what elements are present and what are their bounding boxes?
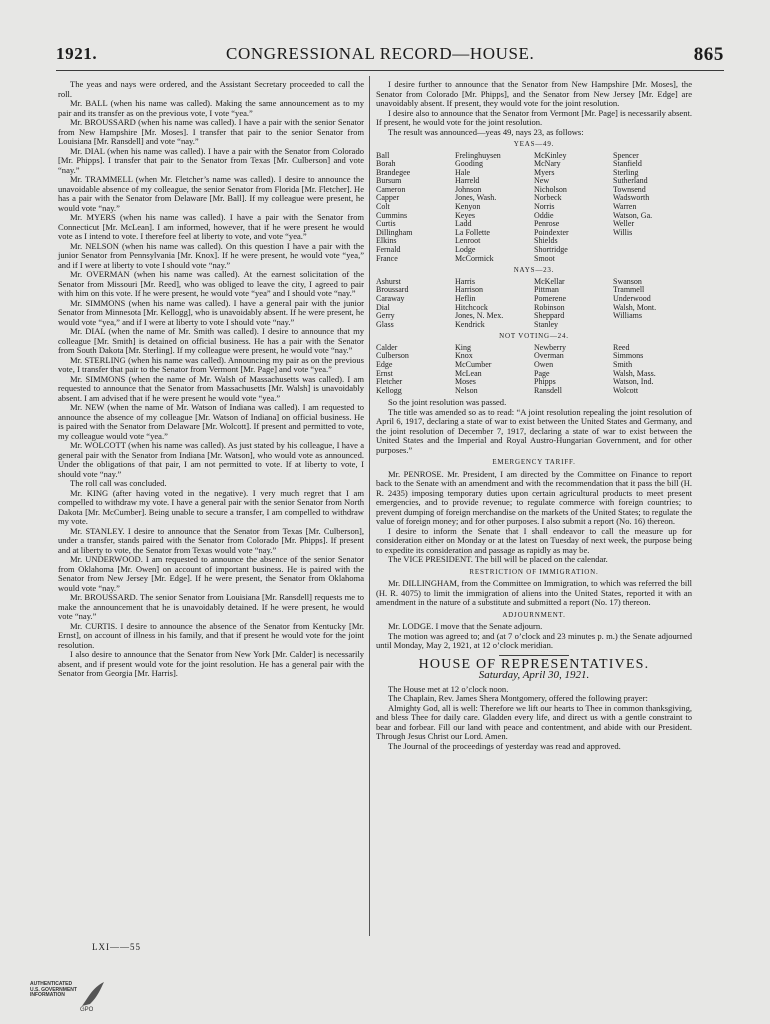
senator-name: Phipps bbox=[534, 377, 556, 387]
senator-name: Curtis bbox=[376, 219, 396, 229]
senator-name: McKinley bbox=[534, 150, 567, 160]
senator-name: Watson, Ind. bbox=[613, 377, 654, 387]
senator-name: Borah bbox=[376, 159, 396, 169]
senator-name: Moses bbox=[455, 377, 476, 387]
paragraph: Mr. DIAL (when his name was called). I have a pair with the Senator from Colorado [Mr. Phipps]. I transfer that pair to the Senator from Texas [Mr. Culberson] and vote “nay.” bbox=[58, 145, 364, 175]
senator-name: Dial bbox=[376, 302, 390, 312]
not_voting-column bbox=[376, 344, 455, 396]
gpo-seal bbox=[30, 978, 110, 1014]
senator-name: Norris bbox=[534, 202, 555, 212]
not_voting-table bbox=[376, 344, 692, 396]
paragraph: The title was amended so as to read: “A joint resolution repealing the joint resolution of April 6, 1917, declaring a state of war to exist between the United States and Germany, and the joint resolution of December 7, 1917, declaring a state of war to exist between the United States and the Imperial and Royal Austro-Hungarian Government, and for other purposes.” bbox=[376, 406, 692, 455]
gpo-eagle-icon bbox=[78, 978, 108, 1012]
senator-name: Simmons bbox=[613, 351, 644, 361]
senator-name: Cameron bbox=[376, 184, 406, 194]
senator-name: Gerry bbox=[376, 311, 395, 321]
paragraph: Mr. LODGE. I move that the Senate adjourn. bbox=[388, 621, 543, 632]
yeas-column bbox=[613, 152, 692, 264]
nays-heading: NAYS—23. bbox=[513, 266, 555, 275]
paragraph: Mr. WOLCOTT (when his name was called). As just stated by his colleague, I have a general pair with the Senator from Indiana [Mr. Watson], who would vote as announced. Under the obligations of that pair, I am not permitted to vote. If at liberty to vote, I should vote “nay.” bbox=[58, 440, 364, 479]
senator-name: Bursum bbox=[376, 176, 402, 186]
senator-name: Ransdell bbox=[534, 385, 562, 395]
paragraph: Almighty God, all is well: Therefore we lift our hearts to Thee in common thanksgiving, and bless Thee for daily care. Gladden every life, and direct us with a gentle constraint to bear and forbear. Fill our land with peace and contentment, and abide with our President. Through Jesus Christ our Lord. Amen. bbox=[376, 702, 692, 742]
adjournment-heading: ADJOURNMENT. bbox=[502, 610, 566, 619]
paragraph: So the joint resolution was passed. bbox=[388, 397, 507, 408]
senator-name: Nicholson bbox=[534, 184, 567, 194]
senator-name: Ashurst bbox=[376, 276, 401, 286]
senator-name: Ernst bbox=[376, 368, 393, 378]
senator-name: Fernald bbox=[376, 245, 401, 255]
paragraph: Mr. BROUSSARD (when his name was called). I have a pair with the senior Senator from New Hampshire [Mr. Moses]. I transfer that pair to the senior Senator from Louisiana [Mr. Ransdell] and vote “nay.” bbox=[58, 117, 364, 146]
senator-name: Trammell bbox=[613, 285, 645, 295]
left-column bbox=[58, 80, 364, 679]
not_voting-column bbox=[455, 344, 534, 396]
senator-name: Ball bbox=[376, 150, 390, 160]
column-divider bbox=[369, 76, 370, 936]
house-title: HOUSE OF REPRESENTATIVES. bbox=[418, 656, 650, 672]
senator-name: Reed bbox=[613, 342, 630, 352]
senator-name: Sutherland bbox=[613, 176, 648, 186]
paragraph: Mr. UNDERWOOD. I am requested to announce the absence of the senior Senator from Oklahoma [Mr. Owen] on account of important business. He is paired with the Senator from New Jersey [Mr. Edge]. If he were present, the Senator from Oklahoma would vote “nay.” bbox=[58, 554, 364, 593]
header-year: 1921. bbox=[56, 44, 98, 63]
senator-name: Brandegee bbox=[376, 167, 411, 177]
house-date: Saturday, April 30, 1921. bbox=[478, 669, 590, 682]
senator-name: Townsend bbox=[613, 184, 646, 194]
senator-name: Colt bbox=[376, 202, 390, 212]
paragraph: Mr. MYERS (when his name was called). I have a pair with the Senator from Connecticut [Mr. McLean]. I am informed, however, that if he were present he would vote as I intend to vote. I therefore feel at liberty to vote, and vote “yea.” bbox=[58, 212, 364, 241]
senator-name: Smith bbox=[613, 359, 633, 369]
senator-name: Knox bbox=[455, 351, 473, 361]
senator-name: McCumber bbox=[455, 359, 492, 369]
senator-name: Walsh, Mont. bbox=[613, 302, 657, 312]
paragraph: Mr. DIAL (when the name of Mr. Smith was called). I desire to announce that my colleague [Mr. Smith] is detained on official business. He has a pair with the Senator from South Dakota [Mr. Sterling]. If my colleague were present, he would vote “nay.” bbox=[58, 326, 364, 355]
emergency-heading: EMERGENCY TARIFF. bbox=[492, 458, 576, 467]
senator-name: Hitchcock bbox=[455, 302, 488, 312]
paragraph: The VICE PRESIDENT. The bill will be placed on the calendar. bbox=[388, 554, 608, 565]
paragraph: Mr. BALL (when his name was called). Making the same announcement as to my pair and its transfer as on the previous vote, I vote “yea.” bbox=[58, 98, 364, 118]
senator-name: Ladd bbox=[455, 219, 472, 229]
senator-name: Wolcott bbox=[613, 385, 639, 395]
paragraph: The Journal of the proceedings of yesterday was read and approved. bbox=[388, 740, 621, 751]
senator-name: Poindexter bbox=[534, 227, 569, 237]
senator-name: Pomerene bbox=[534, 293, 566, 303]
paragraph: The result was announced—yeas 49, nays 23, as follows: bbox=[388, 126, 584, 137]
senator-name: McCormick bbox=[455, 253, 494, 263]
senator-name: Watson, Ga. bbox=[613, 210, 653, 220]
paragraph: The roll call was concluded. bbox=[70, 478, 167, 488]
senator-name: Robinson bbox=[534, 302, 565, 312]
paragraph: I desire further to announce that the Senator from New Hampshire [Mr. Moses], the Senator from Colorado [Mr. Phipps], and the Senator from New Jersey [Mr. Edge] are unavoidably absent. If present, they would vote for the joint resolution. bbox=[376, 79, 692, 108]
senator-name: Myers bbox=[534, 167, 555, 177]
senator-name: New bbox=[534, 176, 550, 186]
senator-name: Capper bbox=[376, 193, 400, 203]
senator-name: Sheppard bbox=[534, 311, 565, 321]
senator-name: Broussard bbox=[376, 285, 409, 295]
senator-name: Caraway bbox=[376, 293, 405, 303]
senator-name: Kendrick bbox=[455, 319, 485, 329]
immigration-heading: RESTRICTION OF IMMIGRATION. bbox=[469, 567, 599, 576]
paragraph: Mr. PENROSE. Mr. President, I am directed by the Committee on Finance to report back to the Senate with an amendment and with the recommendation that it pass the bill (H. R. 2435) imposing temporary duties upon certain agricultural products to meet present emergencies, and to provide revenue; to regulate commerce with foreign countries; to prevent dumping of foreign merchandise on the markets of the United States; to regulate the value of foreign money; and for other purposes. I also submit a report (No. 16) thereon. bbox=[376, 468, 692, 527]
senator-name: Kellogg bbox=[376, 385, 402, 395]
paragraph: I desire also to announce that the Senator from Vermont [Mr. Page] is necessarily absent. If present, he would vote for the joint resolution. bbox=[376, 107, 692, 127]
paragraph: The House met at 12 o’clock noon. bbox=[388, 683, 509, 694]
paragraph: Mr. OVERMAN (when his name was called). At the earnest solicitation of the Senator from Missouri [Mr. Reed], who was obliged to leave the city, I agreed to pair with him on this vote. If he were present, he would vote “yea” and I should vote “nay.” bbox=[58, 269, 364, 298]
senator-name: McKellar bbox=[534, 276, 565, 286]
senator-name: Harris bbox=[455, 276, 475, 286]
senator-name: Heflin bbox=[455, 293, 476, 303]
senator-name: Stanley bbox=[534, 319, 558, 329]
yeas-column bbox=[455, 152, 534, 264]
senator-name: Overman bbox=[534, 351, 564, 361]
senator-name: La Follette bbox=[455, 227, 490, 237]
gpo-authentication-text: AUTHENTICATED U.S. GOVERNMENT INFORMATION bbox=[30, 981, 77, 999]
senator-name: Jones, N. Mex. bbox=[455, 311, 504, 321]
paragraph: Mr. STERLING (when his name was called). Announcing my pair as on the previous vote, I transfer that pair to the Senator from Vermont [Mr. Page] and vote “yea.” bbox=[58, 354, 364, 374]
paragraph: The motion was agreed to; and (at 7 o’clock and 23 minutes p. m.) the Senate adjourned until Monday, May 2, 1921, at 12 o’clock meridian. bbox=[376, 630, 692, 651]
nays-table bbox=[376, 278, 692, 330]
not_voting-heading: NOT VOTING—24. bbox=[499, 332, 569, 341]
paragraph: Mr. DILLINGHAM, from the Committee on Immigration, to which was referred the bill (H. R. 4075) to limit the immigration of aliens into the United States, reported it with an amendment in the nature of a substitute and submitted a report (No. 17) thereon. bbox=[376, 578, 692, 608]
senator-name: Frelinghuysen bbox=[455, 150, 501, 160]
yeas-heading: YEAS—49. bbox=[513, 140, 555, 148]
senator-name: Culberson bbox=[376, 351, 409, 361]
senator-name: McNary bbox=[534, 159, 561, 169]
senator-name: Shortridge bbox=[534, 245, 568, 255]
senator-name: Williams bbox=[613, 311, 643, 321]
senator-name: Norbeck bbox=[534, 193, 562, 203]
senator-name: Keyes bbox=[455, 210, 475, 220]
header-title: CONGRESSIONAL RECORD—HOUSE. bbox=[226, 44, 535, 63]
senator-name: Weller bbox=[613, 219, 635, 229]
senator-name: Pittman bbox=[534, 285, 559, 295]
senator-name: Underwood bbox=[613, 293, 651, 303]
paragraph: Mr. NEW (when the name of Mr. Watson of Indiana was called). I am requested to announce the absence of my colleague [Mr. Watson of Indiana] on official business. He is paired with the Senator from Delaware [Mr. Wolcott]. If present and permitted to vote, my colleague would vote “yea.” bbox=[58, 402, 364, 441]
senator-name: Shields bbox=[534, 236, 558, 246]
not_voting-column bbox=[534, 344, 613, 396]
senator-name: Jones, Wash. bbox=[455, 193, 497, 203]
senator-name: Newberry bbox=[534, 342, 566, 352]
senator-name: Harrison bbox=[455, 285, 483, 295]
senator-name: Edge bbox=[376, 359, 393, 369]
paragraph: Mr. SIMMONS (when his name was called). I have a general pair with the junior Senator from Minnesota [Mr. Kellogg], who is unavoidably absent. If he were present, he would vote “yea,” and if I were at liberty to vote I should vote “nay.” bbox=[58, 297, 364, 327]
senator-name: Cummins bbox=[376, 210, 408, 220]
senator-name: McLean bbox=[455, 368, 482, 378]
senator-name: Kenyon bbox=[455, 202, 481, 212]
senator-name: France bbox=[376, 253, 398, 263]
paragraph: Mr. TRAMMELL (when Mr. Fletcher’s name was called). I desire to announce the unavoidable absence of my colleague, the senior Senator from Florida [Mr. Fletcher]. He has a pair with the Senator from Delaware [Mr. Ball]. If my colleague were present, he would vote “nay.” bbox=[58, 174, 364, 213]
senator-name: Penrose bbox=[534, 219, 560, 229]
senator-name: Hale bbox=[455, 167, 471, 177]
senator-name: Swanson bbox=[613, 276, 642, 286]
paragraph: Mr. STANLEY. I desire to announce that the Senator from Texas [Mr. Culberson], under a transfer, stands paired with the Senator from Colorado [Mr. Phipps]. If present and at liberty to vote, the Senator from Texas would vote “nay.” bbox=[58, 525, 364, 555]
right-column bbox=[376, 80, 692, 751]
senator-name: Spencer bbox=[613, 150, 639, 160]
header-rule bbox=[56, 70, 724, 71]
senator-name: King bbox=[455, 342, 471, 352]
paragraph: I also desire to announce that the Senator from New York [Mr. Calder] is necessarily absent, and if present would vote for the joint resolution. He has a general pair with the Senator from Georgia [Mr. Harris]. bbox=[58, 649, 364, 678]
nays-column bbox=[376, 278, 455, 330]
paragraph: Mr. CURTIS. I desire to announce the absence of the Senator from Kentucky [Mr. Ernst], on account of illness in his family, and that if present he would vote for the joint resolution. bbox=[58, 620, 364, 650]
paragraph: The yeas and nays were ordered, and the Assistant Secretary proceeded to call the roll. bbox=[58, 79, 364, 99]
senator-name: Gooding bbox=[455, 159, 483, 169]
senator-name: Walsh, Mass. bbox=[613, 368, 656, 378]
nays-column bbox=[455, 278, 534, 330]
paragraph: The Chaplain, Rev. James Shera Montgomery, offered the following prayer: bbox=[388, 693, 648, 704]
senator-name: Warren bbox=[613, 202, 637, 212]
senator-name: Page bbox=[534, 368, 550, 378]
senator-name: Oddie bbox=[534, 210, 554, 220]
senator-name: Willis bbox=[613, 227, 633, 237]
nays-column bbox=[534, 278, 613, 330]
senator-name: Nelson bbox=[455, 385, 478, 395]
yeas-column bbox=[534, 152, 613, 264]
header-page-number: 865 bbox=[693, 44, 724, 65]
yeas-table bbox=[376, 152, 692, 264]
senator-name: Johnson bbox=[455, 184, 482, 194]
yeas-column bbox=[376, 152, 455, 264]
senator-name: Smoot bbox=[534, 253, 555, 263]
svg-text:GPO: GPO bbox=[80, 1007, 94, 1012]
senator-name: Lenroot bbox=[455, 236, 481, 246]
not_voting-column bbox=[613, 344, 692, 396]
senator-name: Owen bbox=[534, 359, 554, 369]
page-header bbox=[56, 44, 724, 66]
senator-name: Dillingham bbox=[376, 227, 413, 237]
signature-mark: LXI——55 bbox=[92, 942, 141, 952]
senator-name: Calder bbox=[376, 342, 398, 352]
paragraph: Mr. BROUSSARD. The senior Senator from Louisiana [Mr. Ransdell] requests me to make the announcement that he is unavoidably detained. If he were present, he would vote “nay.” bbox=[58, 592, 364, 621]
senator-name: Harreld bbox=[455, 176, 480, 186]
paragraph: Mr. KING (after having voted in the negative). I very much regret that I am compelled to withdraw my vote. I have a general pair with the senior Senator from North Dakota [Mr. McCumber]. Being unable to secure a transfer, I am compelled to withdraw my vote. bbox=[58, 487, 364, 526]
senator-name: Elkins bbox=[376, 236, 397, 246]
nays-column bbox=[613, 278, 692, 330]
senator-name: Stanfield bbox=[613, 159, 642, 169]
paragraph: Mr. SIMMONS (when the name of Mr. Walsh of Massachusetts was called). I am requested to announce that the Senator from Massachusetts [Mr. Walsh] is unavoidably absent. I am advised that if he were present he would vote “yea.” bbox=[58, 373, 364, 403]
paragraph: Mr. NELSON (when his name was called). On this question I have a pair with the junior Senator from Pennsylvania [Mr. Knox]. If he were present, he would vote “yea,” and if I were at liberty to vote I should vote “nay.” bbox=[58, 240, 364, 270]
senator-name: Wadsworth bbox=[613, 193, 650, 203]
senator-name: Sterling bbox=[613, 167, 639, 177]
senator-name: Lodge bbox=[455, 245, 476, 255]
section-rule bbox=[499, 655, 569, 656]
paragraph: I desire to inform the Senate that I shall endeavor to call the measure up for consideration either on Monday or at the latest on Tuesday of next week, the purpose being to expedite its consideration and passage as rapidly as may be. bbox=[376, 525, 692, 555]
senator-name: Fletcher bbox=[376, 377, 403, 387]
senator-name: Glass bbox=[376, 319, 394, 329]
